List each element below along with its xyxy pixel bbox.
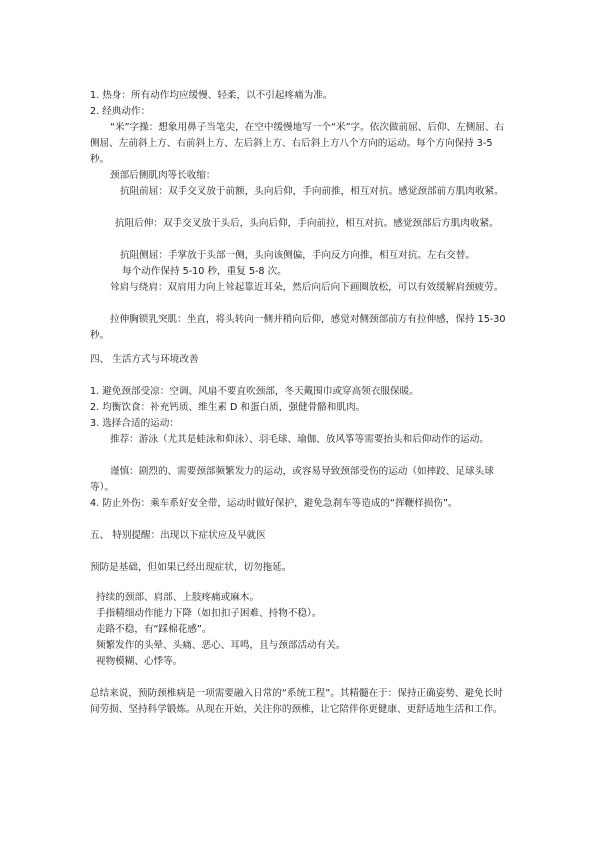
mi-zi-cao-paragraph: “米”字操：想象用鼻子当笔尖，在空中缓慢地写一个“米”字。依次做前屈、后仰、左侧屈、右侧屈、左前斜上方、右前斜上方、左后斜上方、右后斜上方八个方向的运动。每个方向保持 3-5 秒。 <box>90 122 505 165</box>
shrug-paragraph: 耸肩与绕肩：双肩用力向上耸起靠近耳朵，然后向后向下画圈放松，可以有效缓解肩颈疲劳。 <box>110 282 504 293</box>
lifestyle-item-injury: 4. 防止外伤：乘车系好安全带，运动时做好保护，避免急刹车等造成的“挥鞭样损伤”。 <box>90 498 458 509</box>
symptom-item: 视物模糊、心悸等。 <box>96 656 183 667</box>
summary-paragraph: 总结来说，预防颈椎病是一项需要融入日常的“系统工程”。其精髓在于：保持正确姿势、避免长时间劳损、坚持科学锻炼。从现在开始，关注你的颈椎，让它陪伴你更健康、更舒适地生活和工作。 <box>90 688 503 715</box>
exercise-item-classic: 2. 经典动作： <box>90 106 151 117</box>
sports-caution-paragraph: 谨慎：剧烈的、需要颈部频繁发力的运动，或容易导致颈部受伤的运动（如摔跤、足球头球等）。 <box>90 466 494 493</box>
resist-extension-paragraph: 抗阻后伸：双手交叉放于头后，头向后仰，手向前拉，相互对抗。感觉颈部后方肌肉收紧。 <box>115 218 499 229</box>
neck-isometric-title: 颈部后侧肌肉等长收缩： <box>110 170 216 181</box>
scm-stretch-paragraph: 拉伸胸锁乳突肌：坐直，将头转向一侧并稍向后仰，感觉对侧颈部前方有拉伸感，保持 15-30 秒。 <box>90 314 506 341</box>
sports-recommend-paragraph: 推荐：游泳（尤其是蛙泳和仰泳）、羽毛球、瑜伽、放风筝等需要抬头和后仰动作的运动。 <box>110 434 489 445</box>
symptom-item: 手指精细动作能力下降（如扣扣子困难、持物不稳）。 <box>96 608 322 619</box>
resist-flexion-paragraph: 抗阻前屈：双手交叉放于前额，头向后仰，手向前推，相互对抗。感觉颈部前方肌肉收紧。 <box>120 186 504 197</box>
hold-repeat-line: 每个动作保持 5-10 秒，重复 5-8 次。 <box>122 266 287 277</box>
section-5-heading: 五、 特别提醒：出现以下症状应及早就医 <box>90 530 266 541</box>
section-4-heading: 四、 生活方式与环境改善 <box>90 354 199 365</box>
lifestyle-item-cold: 1. 避免颈部受凉：空调、风扇不要直吹颈部，冬天戴围巾或穿高领衣服保暖。 <box>90 386 419 397</box>
lifestyle-item-diet: 2. 均衡饮食：补充钙质、维生素 D 和蛋白质，强健骨骼和肌肉。 <box>90 402 366 413</box>
symptom-item: 持续的颈部、肩部、上肢疼痛或麻木。 <box>96 592 260 603</box>
lifestyle-item-sports: 3. 选择合适的运动： <box>90 418 179 429</box>
symptom-item: 走路不稳，有“踩棉花感”。 <box>96 624 212 635</box>
resist-side-flexion-line: 抗阻侧屈：手掌放于头部一侧，头向该侧偏，手向反方向推，相互对抗。左右交替。 <box>120 250 475 261</box>
section-5-intro: 预防是基础，但如果已经出现症状，切勿拖延。 <box>90 562 292 573</box>
exercise-item-warmup: 1. 热身：所有动作均应缓慢、轻柔，以不引起疼痛为准。 <box>90 90 333 101</box>
symptom-item: 频繁发作的头晕、头痛、恶心、耳鸣，且与颈部活动有关。 <box>96 640 346 651</box>
